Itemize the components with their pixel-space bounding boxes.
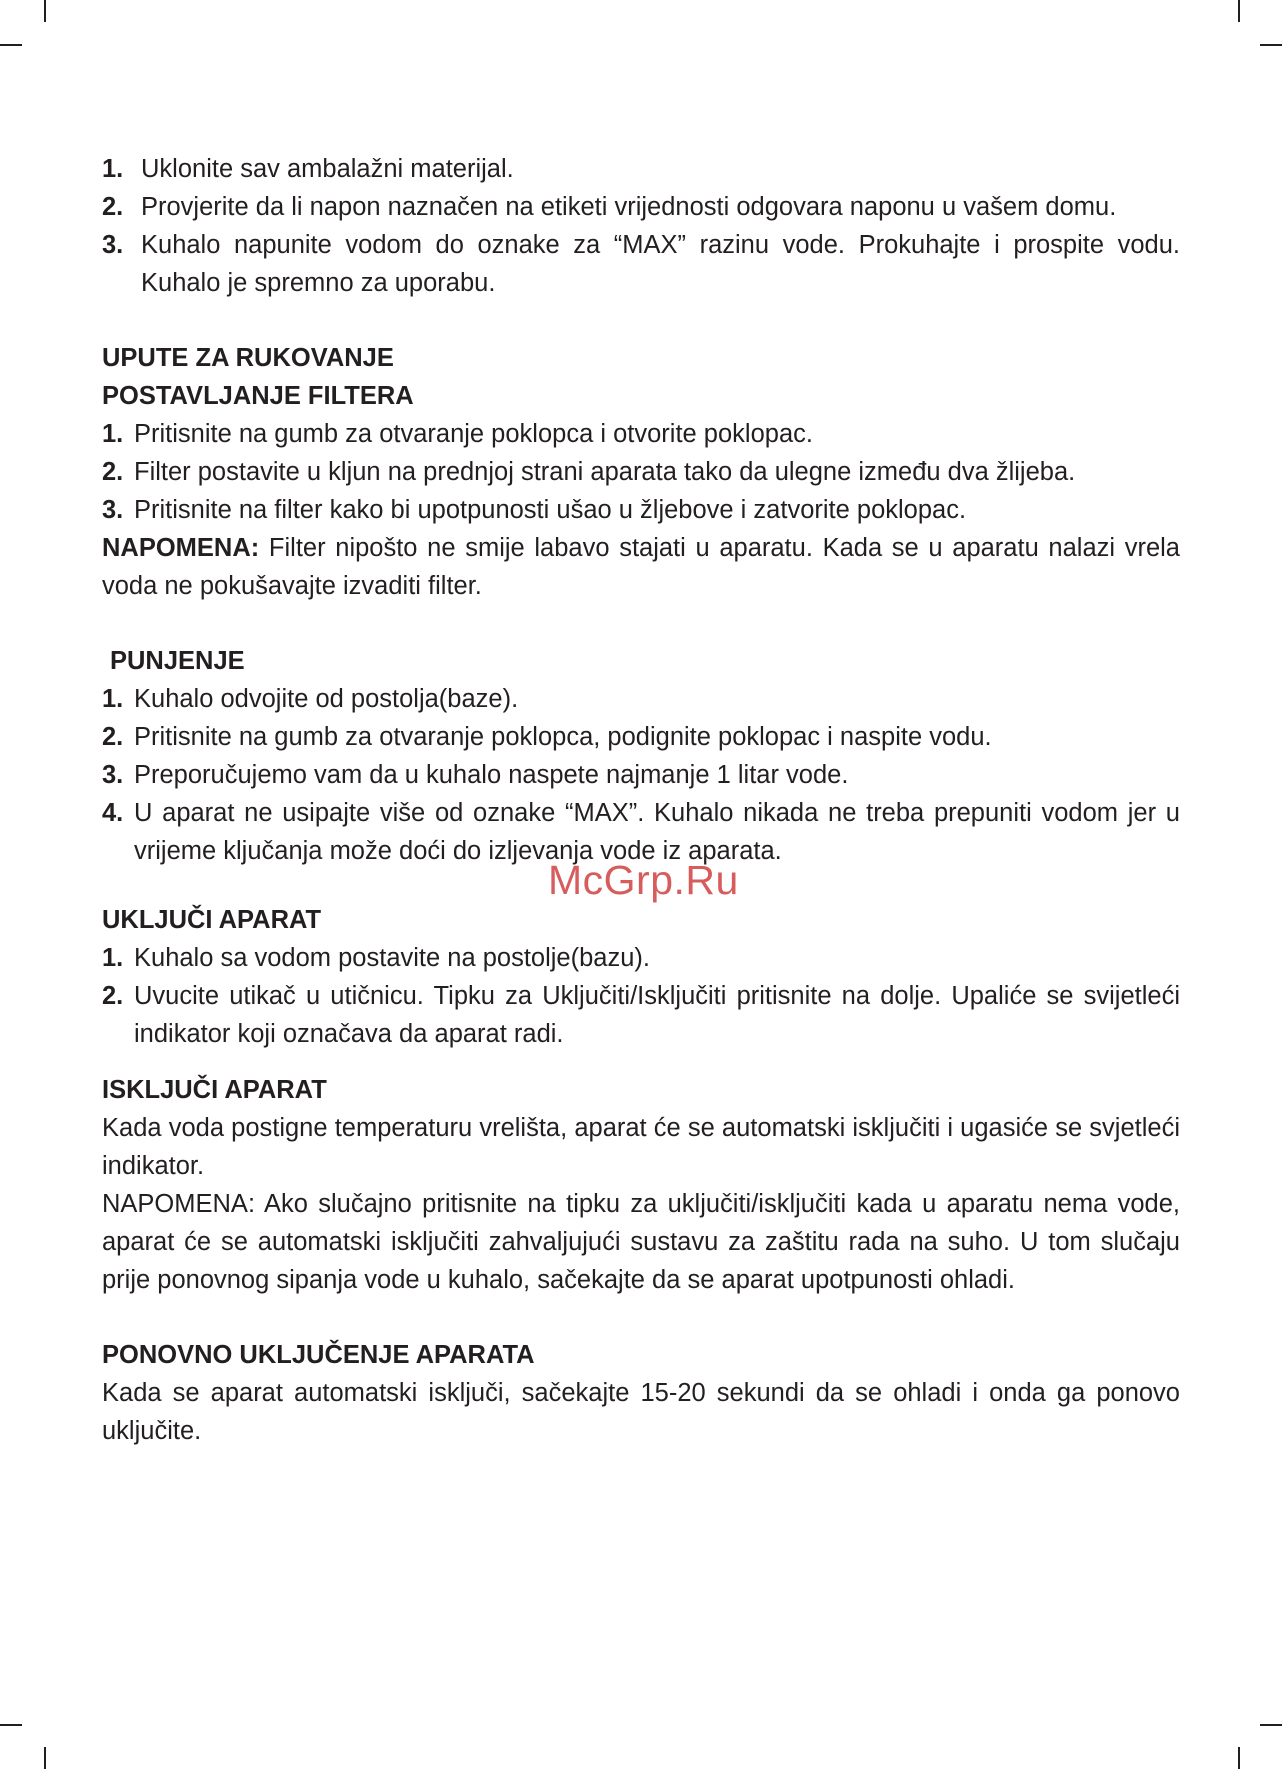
list-item: 1. Kuhalo odvojite od postolja(baze). [102, 685, 519, 713]
crop-mark-top-right-vertical [1238, 0, 1240, 22]
list-item: 1. Uklonite sav ambalažni materijal. [102, 155, 514, 183]
filter-note: NAPOMENA: Filter nipošto ne smije labavo stajati u aparatu. Kada se u aparatu nalazi vrela voda ne pokušavajte izvaditi filter. [102, 534, 1180, 600]
watermark: McGrp.Ru [548, 857, 739, 903]
switch-off-note: NAPOMENA: Ako slučajno pritisnite na tipku za uključiti/isključiti kada u aparatu nema vode, aparat će se automatski isključiti zahvaljujući sustavu za zaštitu rada na suho. U tom slučaju prije ponovnog sipanja vode u kuhalo, sačekajte da se aparat upotpunosti ohladi. [102, 1190, 1180, 1294]
crop-mark-top-left-horizontal [0, 44, 22, 46]
list-item: 2. Uvucite utikač u utičnicu. Tipku za Uključiti/Isključiti pritisnite na dolje. Upaliće se svijetleći indikator koji označava da aparat radi. [102, 982, 1180, 1048]
filter-steps [102, 415, 1180, 529]
list-item: 1. Pritisnite na gumb za otvaranje poklopca i otvorite poklopac. [102, 420, 813, 448]
crop-mark-bottom-left-horizontal [0, 1724, 22, 1726]
switch-off-text: Kada voda postigne temperaturu vrelišta, aparat će se automatski isključiti i ugasiće se svjetleći indikator. [102, 1114, 1180, 1180]
operating-heading: UPUTE ZA RUKOVANJE [102, 344, 394, 372]
note-label: NAPOMENA: [102, 534, 260, 562]
switch-off-heading: ISKLJUČI APARAT [102, 1076, 327, 1104]
crop-mark-top-right-horizontal [1260, 44, 1282, 46]
list-item: 2. Filter postavite u kljun na prednjoj strani aparata tako da ulegne između dva žlijeba. [102, 458, 1076, 486]
crop-mark-bottom-left-vertical [44, 1747, 46, 1769]
list-item: 4. U aparat ne usipajte više od oznake “MAX”. Kuhalo nikada ne treba prepuniti vodom jer u vrijeme ključanja može doći do izljevanja vode iz aparata. [102, 799, 1180, 865]
crop-mark-bottom-right-vertical [1238, 1747, 1240, 1769]
list-item: 2. Provjerite da li napon naznačen na etiketi vrijednosti odgovara naponu u vašem domu. [102, 193, 1117, 221]
list-item: 3. Kuhalo napunite vodom do oznake za “MAX” razinu vode. Prokuhajte i prospite vodu. Kuhalo je spremno za uporabu. [102, 231, 1180, 297]
list-item: 3. Preporučujemo vam da u kuhalo naspete najmanje 1 litar vode. [102, 761, 849, 789]
document-page [102, 150, 1180, 1450]
crop-mark-bottom-right-horizontal [1260, 1724, 1282, 1726]
filling-heading: PUNJENJE [110, 647, 245, 675]
intro-steps [102, 150, 1180, 302]
switch-on-heading: UKLJUČI APARAT [102, 906, 322, 934]
restart-text: Kada se aparat automatski isključi, sačekajte 15-20 sekundi da se ohladi i onda ga ponovo uključite. [102, 1379, 1180, 1445]
switch-on-steps [102, 939, 1180, 1053]
list-item: 2. Pritisnite na gumb za otvaranje poklopca, podignite poklopac i naspite vodu. [102, 723, 992, 751]
filling-steps [102, 680, 1180, 870]
restart-heading: PONOVNO UKLJUČENJE APARATA [102, 1341, 535, 1369]
list-item: 3. Pritisnite na filter kako bi upotpunosti ušao u žljebove i zatvorite poklopac. [102, 496, 967, 524]
crop-mark-top-left-vertical [44, 0, 46, 22]
list-item: 1. Kuhalo sa vodom postavite na postolje(bazu). [102, 944, 650, 972]
filter-subheading: POSTAVLJANJE FILTERA [102, 382, 414, 410]
